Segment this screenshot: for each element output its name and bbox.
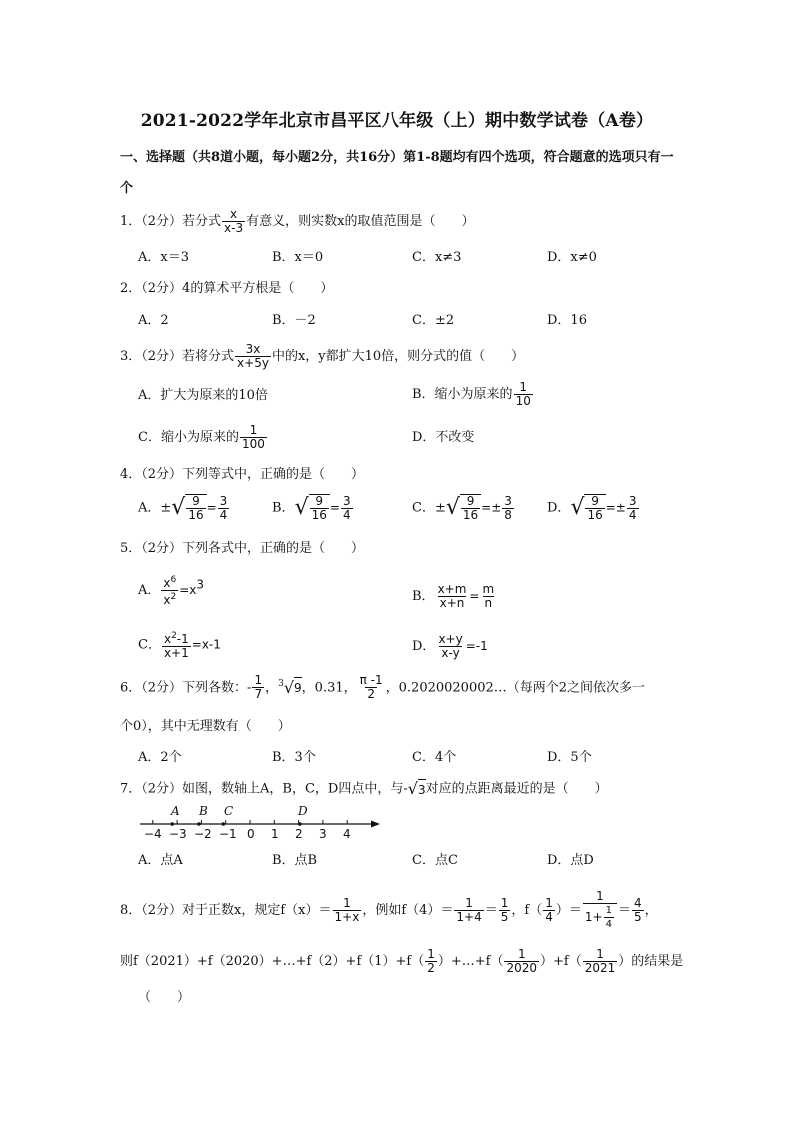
q7-option-d[interactable]: D．点D (547, 853, 594, 868)
q4-option-d[interactable]: D． √ $\frac{9}{16}$ =± $\frac{3}{4}$ (547, 493, 637, 522)
tick-label: 3 (319, 827, 327, 841)
sqrt-symbol: √ 3 (407, 779, 426, 798)
tick-label: −3 (169, 827, 187, 841)
question-3: 3．（2分）若将分式 $\frac{3x}{x+5y}$ 中的x，y都扩大10倍，则分式的值（ ） (120, 342, 525, 370)
question-5: 5．（2分）下列各式中，正确的是（ ） (120, 541, 365, 556)
number-line (138, 806, 388, 842)
tick-label: −1 (219, 827, 237, 841)
question-8: 8．（2分）对于正数x，规定f（x）＝ $\frac{1}{1+x}$ ，例如f（4）＝ $\frac{1}{1+4}$ ＝ $\frac{1}{5}$ ，f（ $\frac{1}{4}$ ）＝ 1 1+ $\frac{1}{4}$ ＝ $\frac{4}{5}$ ， (120, 889, 658, 930)
q3-fraction: $\frac{3x}{x+5y}$ (237, 342, 269, 370)
point-label-a: A (171, 804, 180, 818)
question-1 (120, 208, 474, 235)
question-6-line-2: 个0），其中无理数有（ ） (120, 719, 291, 734)
q5-option-d[interactable]: D． $\frac{x+y}{x-y}$ =-1 (412, 632, 488, 660)
point-c (221, 822, 225, 826)
point-label-d: D (298, 804, 308, 818)
q7-option-a[interactable]: A．点A (138, 853, 183, 868)
q3-option-b[interactable]: B．缩小为原来的 $\frac{1}{10}$ (412, 380, 531, 408)
q6-option-c[interactable]: C．4个 (412, 750, 457, 765)
q1-fraction: $\frac{x}{x-3}$ (224, 207, 244, 235)
q2-option-a[interactable]: A．2 (138, 313, 169, 328)
q4-option-c[interactable]: C．± √ $\frac{9}{16}$ =± $\frac{3}{8}$ (412, 493, 512, 522)
q1-option-a[interactable]: A．x＝3 (138, 250, 189, 265)
point-b (197, 822, 201, 826)
question-6: 6．（2分）下列各数：- $\frac{1}{7}$ ，$^3$ √ 9 ，0.31， $\frac{\pi -1}{2}$ ，0.2020020002…（每两个2之间依次多一 (120, 673, 646, 702)
q1-suffix: 有意义，则实数x的取值范围是（ ） (246, 214, 475, 229)
q1-option-c[interactable]: C．x≠3 (412, 250, 462, 265)
sqrt-symbol: √ $\frac{9}{16}$ (171, 494, 206, 522)
tick-label: −4 (144, 827, 162, 841)
q6-option-b[interactable]: B．3个 (272, 750, 316, 765)
q2-option-d[interactable]: D．16 (547, 313, 587, 328)
page-title: 2021-2022学年北京市昌平区八年级（上）期中数学试卷（A卷） (140, 111, 654, 131)
tick-label: 4 (343, 827, 351, 841)
tick-label: 2 (295, 827, 303, 841)
question-8-line-3: （ ） (138, 990, 191, 1005)
q7-option-b[interactable]: B．点B (272, 853, 318, 868)
q6-option-d[interactable]: D．5个 (547, 750, 592, 765)
question-2: 2．（2分）4的算术平方根是（ ） (120, 281, 334, 296)
point-label-c: C (224, 804, 234, 818)
q6-option-a[interactable]: A．2个 (138, 750, 182, 765)
q2-option-c[interactable]: C．±2 (412, 313, 455, 328)
point-label-b: B (199, 804, 208, 818)
sqrt-symbol: √ $\frac{9}{16}$ (446, 494, 481, 522)
q1-option-b[interactable]: B．x＝0 (272, 250, 324, 265)
q5-option-b[interactable]: B． $\frac{x+m}{x+n}$ = $\frac{m}{n}$ (412, 582, 495, 610)
q7-option-c[interactable]: C．点C (412, 853, 458, 868)
q4-option-b[interactable]: B． √ $\frac{9}{16}$ = $\frac{3}{4}$ (272, 493, 351, 522)
q3-option-d[interactable]: D．不改变 (412, 430, 475, 445)
tick-label: 0 (247, 827, 255, 841)
point-d (298, 822, 302, 826)
tick-label: −2 (194, 827, 212, 841)
q5-option-c[interactable]: C． $\frac{x^2-1}{x+1}$ =x-1 (138, 631, 221, 660)
q3-option-c[interactable]: C．缩小为原来的 $\frac{1}{100}$ (138, 423, 265, 451)
question-7: 7．（2分）如图，数轴上A，B，C，D四点中，与- √ 3 对应的点距离最近的是（ ） (120, 779, 608, 798)
q1-prefix: 1．（2分）若分式 (120, 214, 222, 229)
q5-option-a[interactable]: A． $\frac{x^6}{x^2}$ $=x^3$ (138, 575, 205, 607)
sqrt-symbol: √ $\frac{9}{16}$ (295, 494, 330, 522)
cube-root-symbol: √ 9 (283, 677, 302, 697)
q3-option-a[interactable]: A．扩大为原来的10倍 (138, 388, 268, 403)
point-a (170, 822, 174, 826)
sqrt-symbol: √ $\frac{9}{16}$ (570, 494, 605, 522)
tick-label: 1 (271, 827, 279, 841)
question-4: 4．（2分）下列等式中，正确的是（ ） (120, 467, 365, 482)
q2-option-b[interactable]: B．－2 (272, 313, 316, 328)
section-heading: 一、选择题（共8道小题，每小题2分，共16分）第1-8题均有四个选项，符合题意的选项只有一个 (120, 150, 674, 196)
q1-option-d[interactable]: D．x≠0 (547, 250, 597, 265)
q4-option-a[interactable]: A．± √ $\frac{9}{16}$ = $\frac{3}{4}$ (138, 493, 228, 522)
question-8-line-2: 则f（2021）+f（2020）+…+f（2）+f（1）+f（ $\frac{1}{2}$ ）+…+f（ $\frac{1}{2020}$ ）+f（ $\frac{1}{2021}$ ）的结果是 (120, 947, 684, 975)
